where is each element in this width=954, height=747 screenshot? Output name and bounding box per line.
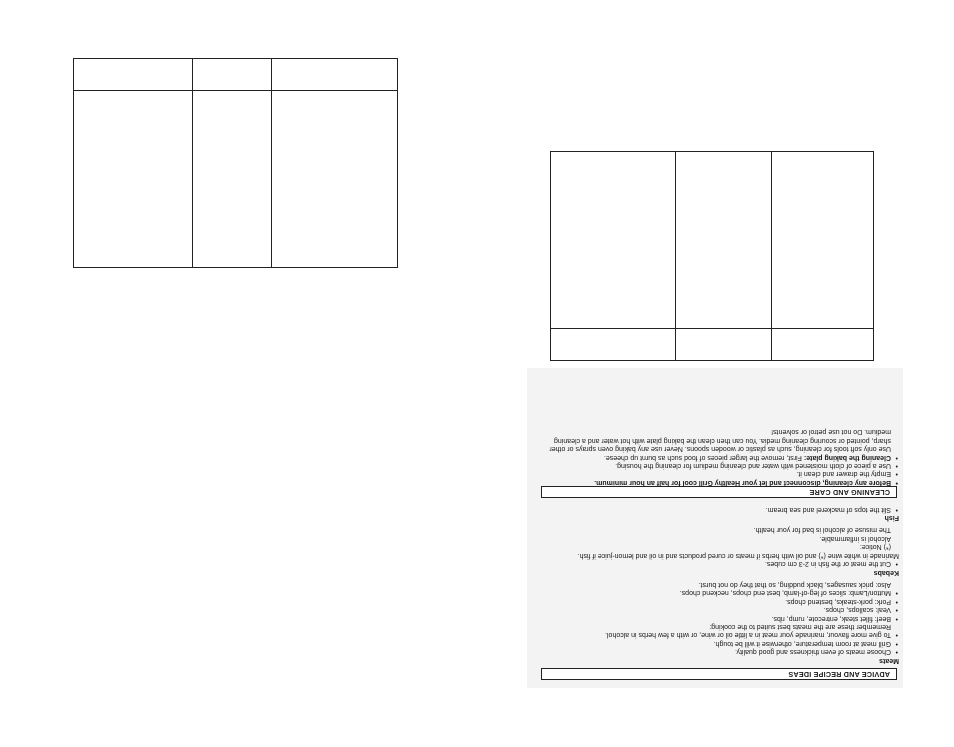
- list-item: • To give more flavour, marinade your meat in a little oil or wine, or with a few herbs in alcohol.: [535, 630, 891, 638]
- upside-down-page: [527, 368, 903, 688]
- list-item: • Beef: fillet steak, entrecote, rump, ribs.: [535, 613, 891, 621]
- meats-also-text: Also: prick sausages, black pudding, so that they do not burst.: [698, 580, 891, 588]
- fish-list: [535, 504, 899, 512]
- subheading-fish: Fish: [884, 514, 899, 522]
- meats-remember-text: Remember these are the meats best suited to the cooking:: [709, 622, 891, 630]
- list-item: [535, 452, 891, 460]
- subheading-meats: Meats: [879, 656, 899, 664]
- kebabs-notice-label: (*) Notice:: [859, 543, 891, 551]
- baking-plate-instructions: Use only soft tools for cleaning, such as plastic or wooden spoons. Never use any baking oven sprays or other sharp, pointed or scouring cleaning media. You can then clean the baking plate with hot water and a cleaning medium. Do not use petrol or solvents!: [549, 428, 891, 453]
- list-item: • Choose meats of even thickness and good quality.: [535, 647, 891, 655]
- baking-plate-label: Cleaning the baking plate:: [803, 453, 891, 461]
- meat-cuts-list: [535, 588, 899, 622]
- list-item: • Empty the drawer and clean it.: [535, 469, 891, 477]
- kebabs-list: [535, 559, 899, 567]
- empty-table-right: [550, 151, 874, 361]
- table-row-divider: [74, 90, 397, 91]
- subheading-kebabs: Kebabs: [873, 568, 899, 576]
- empty-table-left: [73, 58, 398, 268]
- list-item: • Cut the meat or the fish in 2-3 cm cubes.: [535, 559, 891, 567]
- baking-plate-text: First, remove the larger pieces of food such as burnt up cheese.: [603, 453, 804, 461]
- list-item: • Before any cleaning, disconnect and let your Healthy Grill cool for half an hour minimum.: [535, 477, 891, 485]
- list-item: • Slit the tops of mackerel and sea bream.: [535, 504, 891, 512]
- meats-list: [535, 630, 899, 655]
- kebabs-marinade-text: Marinade in white wine (*) and oil with herbs if meats or cured products and in oil and lemon-juice if fish.: [577, 551, 899, 559]
- section-heading-cleaning: CLEANING AND CARE: [541, 486, 897, 498]
- kebabs-notice-2: The misuse of alcohol is bad for your health.: [753, 526, 891, 534]
- cleaning-list: [535, 452, 899, 486]
- list-item: • Mutton/Lamb: slices of leg-of-lamb, best end chops, neckend chops.: [535, 588, 891, 596]
- list-item: • Grill meat at room temperature, otherwise it will be tough.: [535, 638, 891, 646]
- table-row-divider: [551, 328, 873, 329]
- kebabs-notice-1: Alcohol is inflammable.: [819, 534, 891, 542]
- section-heading-advice: ADVICE AND RECIPE IDEAS: [541, 668, 897, 680]
- list-item: • Veal: scallops, chops.: [535, 605, 891, 613]
- list-item: • Pork: pork-steaks, bestend chops.: [535, 596, 891, 604]
- list-item: • Use a piece of cloth moistened with water and cleaning medium for cleaning the housing.: [535, 461, 891, 469]
